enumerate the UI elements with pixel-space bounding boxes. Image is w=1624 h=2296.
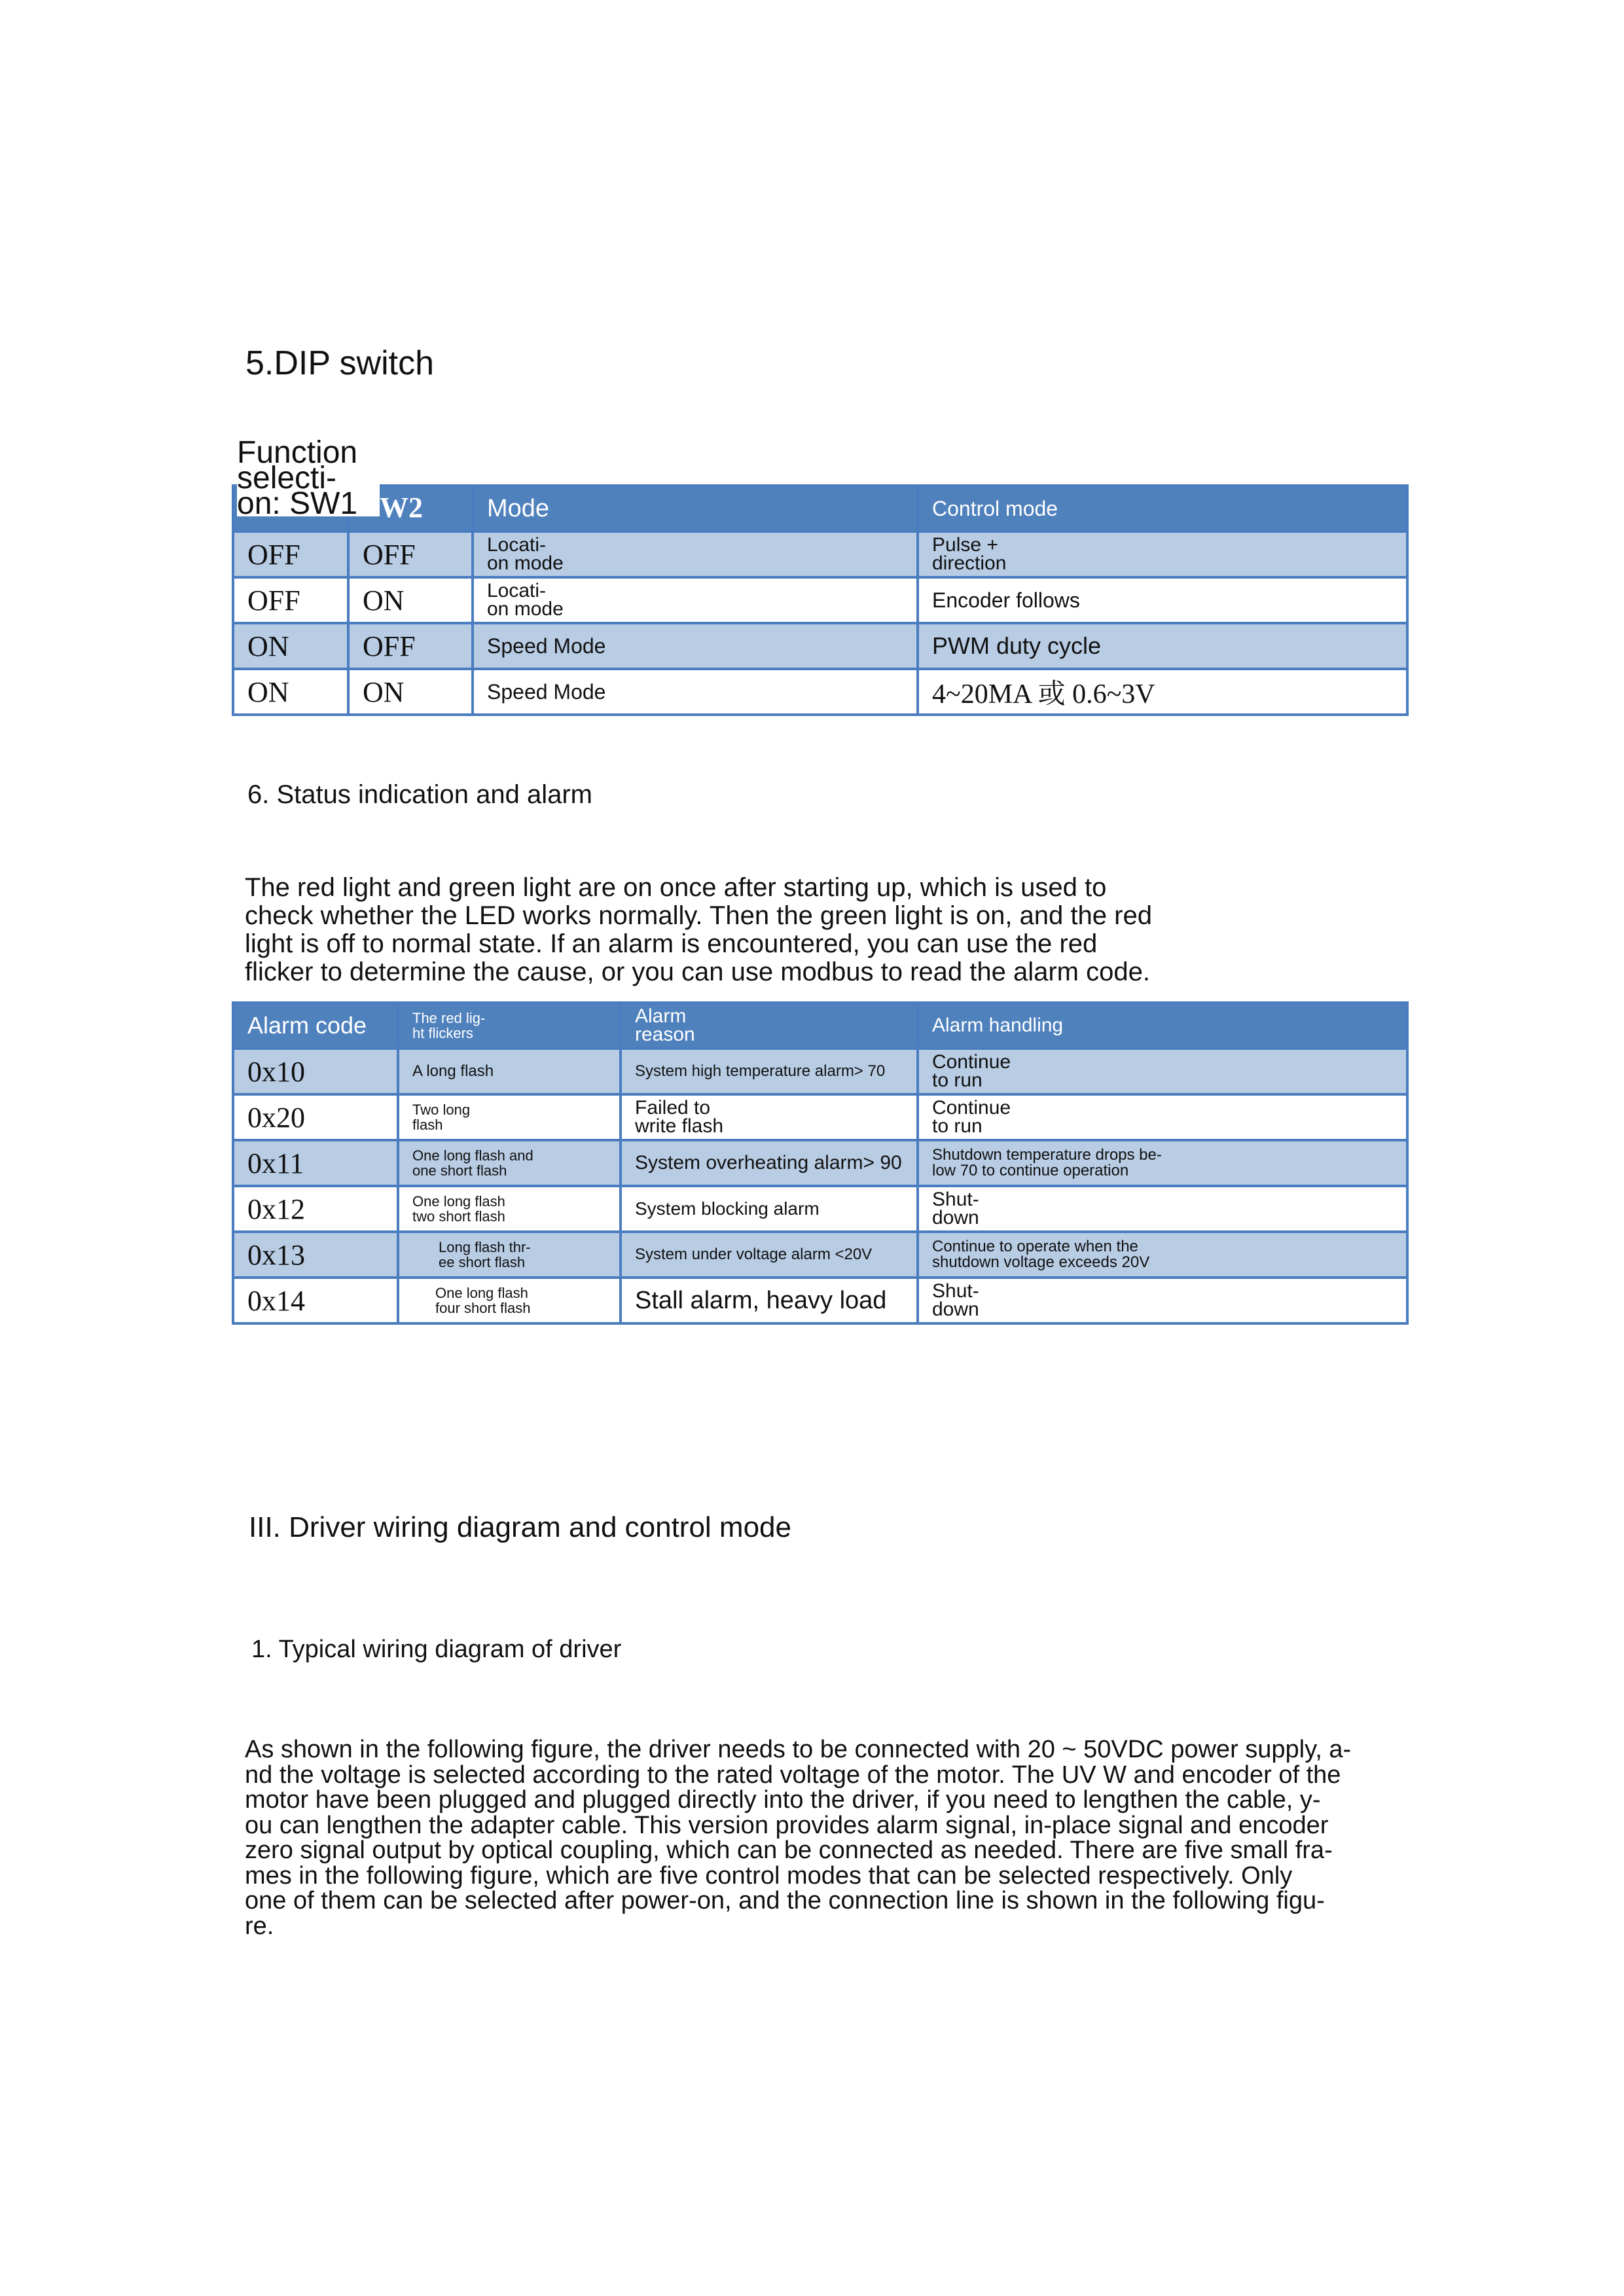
wiring-paragraph: As shown in the following figure, the driver needs to be connected with 20 ~ 50VDC power supply, a- nd the voltage is selected according to the rated voltage of the motor. The UV W and encoder of the motor have been plugged and plugged directly into the driver, if you need to lengthen the cable, y- ou can lengthen the adapter cable. This version provides alarm signal, in-place signal and encoder zero signal output by optical coupling, which can be connected as needed. There are five small fra- mes in the following figure, which are five control modes that can be selected respectively. Only one of them can be selected after power-on, and the connection line is shown in the following figu- re. [245, 1736, 1352, 1940]
sw1-value: ON [233, 669, 348, 715]
alarm-handling: Shut- down [918, 1278, 1407, 1323]
alarm-handling: Shut- down [918, 1186, 1407, 1232]
mode-value: Locati- on mode [473, 577, 918, 623]
wiring-section-heading: III. Driver wiring diagram and control mode [249, 1511, 791, 1543]
flicker-pattern: One long flash and one short flash [398, 1140, 621, 1186]
control-mode-header: Control mode [918, 486, 1407, 531]
table-row [233, 577, 1407, 623]
alarm-code-value: 0x13 [233, 1232, 398, 1278]
flicker-pattern: One long flash four short flash [398, 1278, 621, 1323]
status-alarm-paragraph: The red light and green light are on once after starting up, which is used to check whether the LED works normally. Then the green light is on, and the red light is off to normal state. If an alarm is encountered, you can use the red flicker to determine the cause, or you can use modbus to read the alarm code. [245, 873, 1152, 986]
function-selection-sw1-label: Function selecti- on: SW1 [237, 440, 380, 516]
alarm-table-header-row [233, 1003, 1407, 1049]
mode-header: Mode [473, 486, 918, 531]
table-row [233, 623, 1407, 669]
status-alarm-heading: 6. Status indication and alarm [247, 780, 592, 809]
dip-switch-heading: 5.DIP switch [245, 344, 435, 382]
wiring-diagram-subheading: 1. Typical wiring diagram of driver [251, 1636, 622, 1663]
alarm-reason: System under voltage alarm <20V [621, 1232, 918, 1278]
sw2-value: ON [348, 669, 473, 715]
table-row [233, 1049, 1407, 1094]
alarm-code-value: 0x10 [233, 1049, 398, 1094]
table-row [233, 1278, 1407, 1323]
control-mode-value: Encoder follows [918, 577, 1407, 623]
mode-value: Speed Mode [473, 669, 918, 715]
red-light-flickers-header: The red lig- ht flickers [398, 1003, 621, 1049]
flicker-pattern: One long flash two short flash [398, 1186, 621, 1232]
mode-value: Speed Mode [473, 623, 918, 669]
sw2-header-label: W2 [380, 492, 423, 524]
alarm-handling: Continue to operate when the shutdown voltage exceeds 20V [918, 1232, 1407, 1278]
flicker-pattern: A long flash [398, 1049, 621, 1094]
sw2-value: ON [348, 577, 473, 623]
alarm-code-value: 0x20 [233, 1094, 398, 1140]
alarm-reason: Failed to write flash [621, 1094, 918, 1140]
control-mode-value: PWM duty cycle [918, 623, 1407, 669]
table-row [233, 669, 1407, 715]
alarm-reason: System high temperature alarm> 70 [621, 1049, 918, 1094]
alarm-code-header: Alarm code [233, 1003, 398, 1049]
mode-value: Locati- on mode [473, 531, 918, 577]
alarm-code-table [232, 1001, 1409, 1325]
flicker-pattern: Long flash thr- ee short flash [398, 1232, 621, 1278]
alarm-reason: Stall alarm, heavy load [621, 1278, 918, 1323]
alarm-handling: Continue to run [918, 1094, 1407, 1140]
table-row [233, 531, 1407, 577]
alarm-code-value: 0x12 [233, 1186, 398, 1232]
sw1-value: OFF [233, 577, 348, 623]
alarm-reason: System overheating alarm> 90 [621, 1140, 918, 1186]
alarm-handling: Shutdown temperature drops be- low 70 to continue operation [918, 1140, 1407, 1186]
alarm-reason: System blocking alarm [621, 1186, 918, 1232]
table-row [233, 1232, 1407, 1278]
table-row [233, 1140, 1407, 1186]
flicker-pattern: Two long flash [398, 1094, 621, 1140]
sw1-value: ON [233, 623, 348, 669]
alarm-code-value: 0x11 [233, 1140, 398, 1186]
table-row [233, 1094, 1407, 1140]
table-row [233, 1186, 1407, 1232]
sw2-value: OFF [348, 531, 473, 577]
alarm-handling-header: Alarm handling [918, 1003, 1407, 1049]
alarm-reason-header: Alarm reason [621, 1003, 918, 1049]
sw2-value: OFF [348, 623, 473, 669]
control-mode-value: 4~20MA 或 0.6~3V [918, 669, 1407, 715]
sw1-value: OFF [233, 531, 348, 577]
control-mode-value: Pulse + direction [918, 531, 1407, 577]
alarm-handling: Continue to run [918, 1049, 1407, 1094]
alarm-code-value: 0x14 [233, 1278, 398, 1323]
